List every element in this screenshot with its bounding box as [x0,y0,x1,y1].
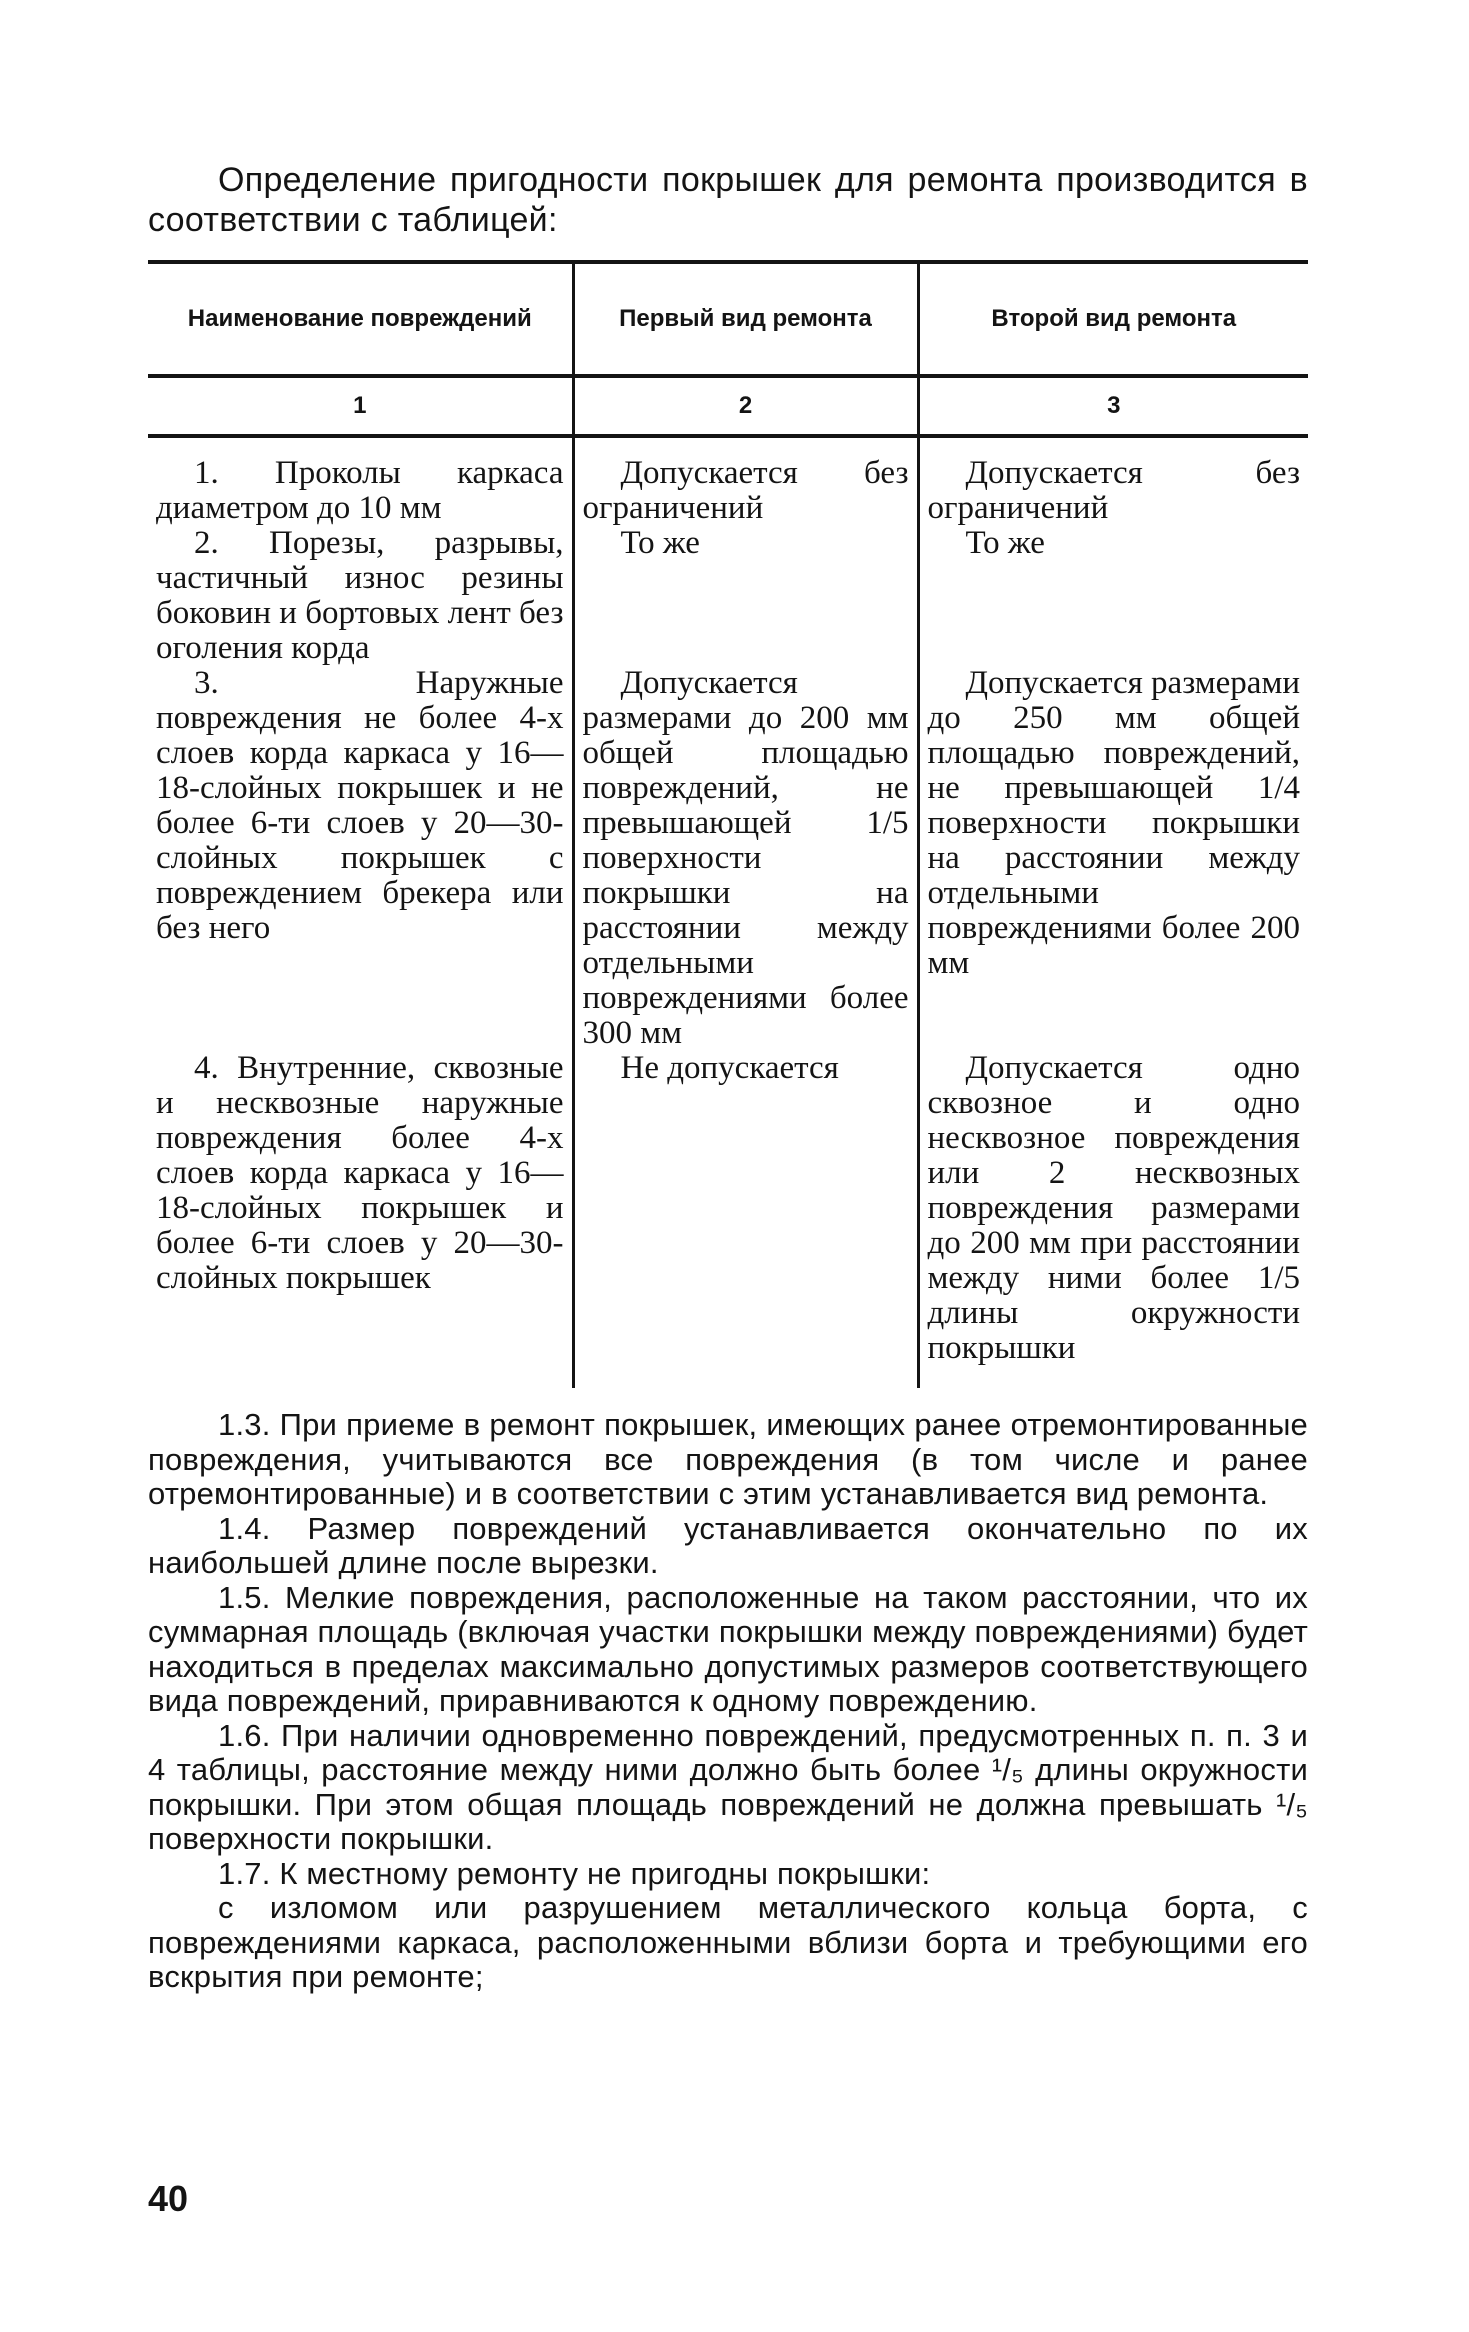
first-repair-cell: То же [573,526,918,666]
table-row [148,666,1308,1051]
damage-table [148,260,1308,1388]
second-repair-cell: Допускается одно сквозное и одно несквозное повреждения или 2 несквозных повреждения размерами до 200 мм при расстоянии между ними более 1/5 длины окружности покрышки [918,1051,1308,1388]
paragraph-1-7: 1.7. К местному ремонту не пригодны покрышки: [218,1855,931,1891]
damage-cell: 1. Проколы каркаса диаметром до 10 мм [156,455,564,526]
damage-cell: 2. Порезы, разрывы, частичный износ резины боковин и бортовых лент без оголения корда [156,525,564,666]
second-repair-cell: Допускается без ограничений [918,436,1308,526]
page-content [148,160,1308,1995]
paragraph-1-6: 1.6. При наличии одновременно повреждений, предусмотренных п. п. 3 и 4 таблицы, расстояние между ними должно быть более ¹/₅ длины окружности покрышки. При этом общая площадь повреждений не должна превышать ¹/₅ поверхности покрышки. [148,1717,1308,1856]
table-header-row [148,262,1308,376]
page-number: 40 [148,2178,189,2219]
body-text [148,1408,1308,1995]
paragraph-1-4: 1.4. Размер повреждений устанавливается окончательно по их наибольшей длине после вырезки. [148,1510,1308,1580]
header-first-repair: Первый вид ремонта [573,262,918,376]
first-repair-cell: Допускается без ограничений [573,436,918,526]
second-repair-cell: То же [918,526,1308,666]
first-repair-cell: Допускается размерами до 200 мм общей площадью повреждений, не превышающей 1/5 поверхности покрышки на расстоянии между отдельными повреждениями более 300 мм [573,666,918,1051]
header-second-repair: Второй вид ремонта [918,262,1308,376]
table-row [148,436,1308,526]
column-number-2: 2 [573,376,918,436]
intro-paragraph: Определение пригодности покрышек для ремонта производится в соответствии с таблицей: [148,161,1308,239]
paragraph-1-3: 1.3. При приеме в ремонт покрышек, имеющих ранее отремонтированные повреждения, учитываются все повреждения (в том числе и ранее отремонтированные) и в соответствии с этим устанавливается вид ремонта. [148,1407,1308,1511]
second-repair-cell: Допускается размерами до 250 мм общей площадью повреждений, не превышающей 1/4 поверхности покрышки на расстоянии между отдельными повреждениями более 200 мм [918,666,1308,1051]
damage-cell: 3. Наружные повреждения не более 4-х слоев корда каркаса у 16—18-слойных покрышек и не более 6-ти слоев у 20—30-слойных покрышек с повреждением брекера или без него [156,665,564,946]
column-number-3: 3 [918,376,1308,436]
header-damage-name: Наименование повреждений [148,262,573,376]
table-row [148,1051,1308,1388]
table-row [148,526,1308,666]
intro-text [148,160,1308,240]
first-repair-cell: Не допускается [573,1051,918,1388]
table-number-row [148,376,1308,436]
damage-cell: 4. Внутренние, сквозные и несквозные наружные повреждения более 4-х слоев корда каркаса у 16—18-слойных покрышек и более 6-ти слоев у 20—30-слойных покрышек [156,1050,564,1296]
column-number-1: 1 [148,376,573,436]
paragraph-1-7-item: с изломом или разрушением металлического кольца борта, с повреждениями каркаса, расположенными вблизи борта и требующими его вскрытия при ремонте; [148,1890,1308,1994]
paragraph-1-5: 1.5. Мелкие повреждения, расположенные на таком расстоянии, что их суммарная площадь (включая участки покрышки между повреждениями) будет находиться в пределах максимально допустимых размеров соответствующего вида повреждений, приравниваются к одному повреждению. [148,1579,1308,1718]
